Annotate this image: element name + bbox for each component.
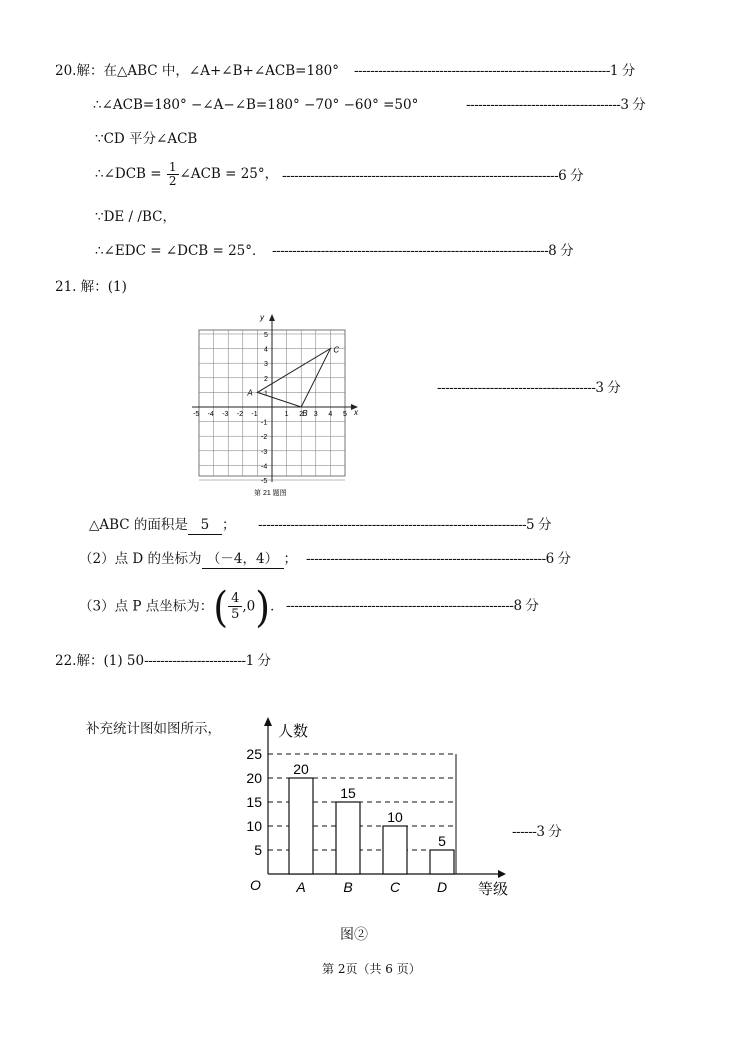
x-axis-label: x <box>354 408 358 417</box>
chart-y-tick: 15 <box>246 794 262 810</box>
q21-part3-suffix: ． <box>270 598 284 615</box>
chart-origin-label: O <box>250 877 261 893</box>
q20-line4-suffix: ∠ACB = 25°， <box>179 166 279 182</box>
y-tick-label: -1 <box>261 419 268 427</box>
q22-chart-score: ------3 分 <box>512 824 562 840</box>
figure-caption: 图② <box>340 927 368 943</box>
q21-area-line <box>89 516 235 535</box>
chart-y-tick: 20 <box>246 770 262 786</box>
y-tick-label: -4 <box>261 463 268 471</box>
q20-line2-score: --------------------------------------3 分 <box>466 97 646 113</box>
x-tick-label: -4 <box>207 411 214 418</box>
q21-part3-line <box>79 582 284 631</box>
bar-category-label: A <box>296 879 306 895</box>
q20-line5-text: ∵DE / /BC， <box>95 209 176 225</box>
y-tick-label: -5 <box>261 478 268 485</box>
x-tick-label: -1 <box>251 411 258 418</box>
y-tick-label: -3 <box>261 448 268 456</box>
q22-line1 <box>55 652 270 670</box>
q22-label: 22.解：(1) 50 <box>55 653 145 669</box>
x-tick-label: 5 <box>343 411 347 418</box>
q22-chart-intro: 补充统计图如图所示， <box>86 721 221 737</box>
bar-C <box>383 826 407 874</box>
x-tick-labels <box>193 411 347 418</box>
bar-category-label: C <box>389 879 401 895</box>
y-tick-label: 3 <box>264 361 268 369</box>
bar-data-label: 10 <box>387 809 403 825</box>
chart-x-label: 等级 <box>478 881 509 898</box>
y-axis-label: y <box>260 313 264 322</box>
q20-line2-text: ∴∠ACB=180° −∠A−∠B=180° −70° −60° =50° <box>93 97 419 113</box>
chart-y-tick: 25 <box>246 746 262 762</box>
x-tick-label: 1 <box>284 411 289 418</box>
q21-part2-prefix: （2）点 D 的坐标为 <box>79 551 202 567</box>
point-b-label: B <box>302 409 308 418</box>
chart-category-labels <box>295 879 447 895</box>
bar-data-label: 15 <box>340 785 356 801</box>
q20-half-fraction <box>167 161 179 188</box>
q21-coordinate-graph <box>190 310 370 502</box>
y-tick-labels <box>261 332 268 485</box>
y-tick-label: 4 <box>264 346 268 354</box>
y-axis-arrow-icon <box>269 314 275 321</box>
q21-area-score: ------------------------------------------------------------------5 分 <box>258 517 551 533</box>
x-tick-label: 4 <box>328 411 333 418</box>
x-tick-label: -5 <box>193 411 200 418</box>
x-tick-label: 2 <box>299 411 304 418</box>
q21-label: 21. 解：(1) <box>55 279 127 295</box>
q22-score1: -------------------------1 分 <box>144 653 271 669</box>
bar-A <box>289 778 313 874</box>
q21-part2-value: （－4，4） <box>202 550 284 569</box>
q20-line6-score: --------------------------------------------------------------------8 分 <box>272 243 574 259</box>
q21-area-suffix: ； <box>221 517 236 533</box>
chart-y-tick-labels <box>246 746 262 858</box>
q21-part2-suffix: ； <box>283 551 297 567</box>
q21-part3-score: --------------------------------------------------------8 分 <box>286 598 539 614</box>
q20-line1-score: ---------------------------------------------------------------1 分 <box>354 63 635 79</box>
q20-line4-score: --------------------------------------------------------------------6 分 <box>282 168 584 184</box>
bar-data-label: 5 <box>438 833 446 849</box>
bar-category-label: B <box>343 879 353 895</box>
bar-data-label: 20 <box>293 761 309 777</box>
y-tick-label: -2 <box>261 434 268 442</box>
q21-part2-line <box>79 550 297 569</box>
y-tick-label: 5 <box>264 332 268 339</box>
fraction-denominator: 5 <box>231 607 240 622</box>
bar-D <box>430 850 454 874</box>
q21-part3-prefix: （3）点 P 点坐标为： <box>79 598 214 615</box>
q21-area-prefix: △ABC 的面积是 <box>89 517 188 533</box>
bar-category-label: D <box>436 879 448 895</box>
chart-y-label: 人数 <box>278 723 309 740</box>
page-footer: 第 2页（共 6 页） <box>322 962 421 976</box>
q20-line3-text: ∵CD 平分∠ACB <box>95 131 198 147</box>
y-tick-label: 1 <box>264 390 268 398</box>
point-a-label: A <box>247 388 253 398</box>
left-paren-glyph: ( <box>213 582 229 631</box>
y-tick-label: 2 <box>264 375 268 383</box>
graph-caption: 第 21 题图 <box>254 490 287 497</box>
q21-graph-score: ---------------------------------------3 分 <box>437 380 621 396</box>
bar-B <box>336 802 360 874</box>
right-paren-glyph: ) <box>255 582 271 631</box>
q20-line1 <box>55 62 339 80</box>
q20-line4-prefix: ∴∠DCB = <box>95 166 162 182</box>
q22-bar-chart <box>240 712 530 902</box>
x-tick-label: 3 <box>313 411 318 418</box>
q20-label: 20.解： <box>55 63 104 79</box>
x-tick-label: -2 <box>236 411 244 418</box>
q21-part2-score: -----------------------------------------------------------6 分 <box>306 551 571 567</box>
fraction-numerator: 1 <box>168 160 177 174</box>
q20-line6-text: ∴∠EDC = ∠DCB = 25°． <box>95 243 266 259</box>
q20-line4 <box>95 160 278 188</box>
q21-p-second-coord: ,0 <box>242 598 256 615</box>
fraction-denominator: 2 <box>168 174 177 188</box>
q21-p-fraction <box>228 591 242 622</box>
fraction-numerator: 4 <box>228 591 242 607</box>
chart-x-arrow-icon <box>498 870 506 878</box>
q20-line1-text: 在△ABC 中，∠A+∠B+∠ACB=180° <box>103 63 339 79</box>
point-c-label: C <box>333 345 340 355</box>
q21-area-value: 5 <box>188 516 222 535</box>
chart-y-tick: 5 <box>254 842 262 858</box>
chart-y-tick: 10 <box>246 818 262 834</box>
chart-y-arrow-icon <box>264 717 272 726</box>
x-tick-label: -3 <box>222 411 229 418</box>
